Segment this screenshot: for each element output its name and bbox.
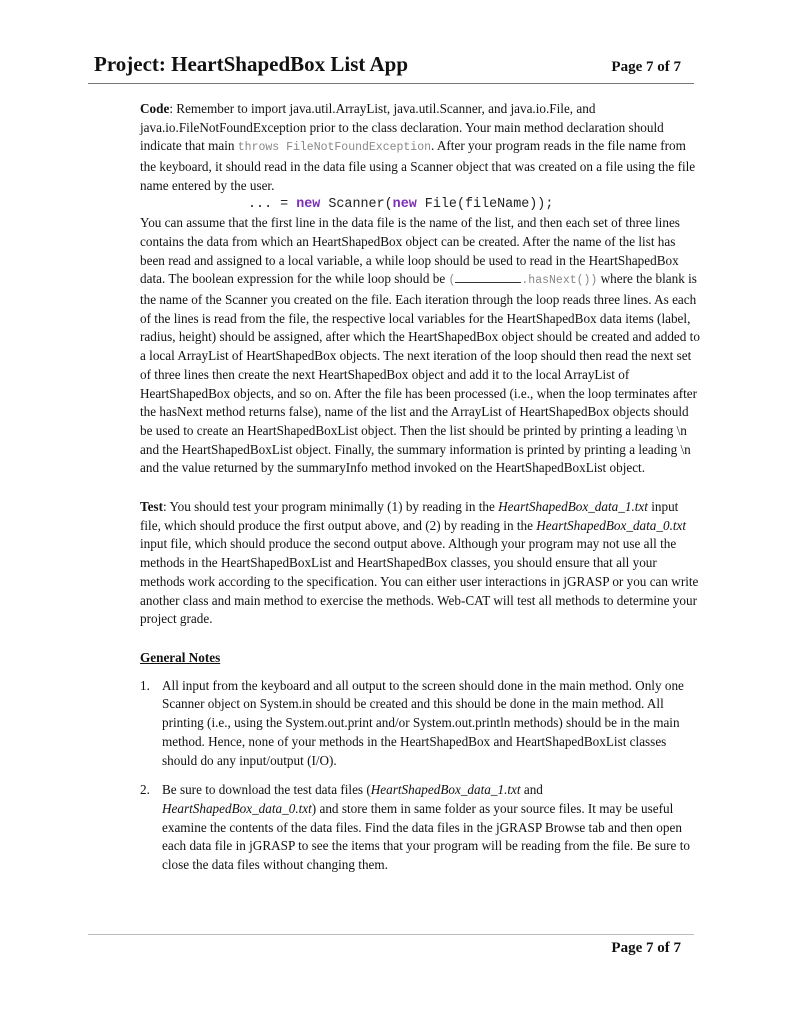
notes-and: and	[520, 782, 543, 798]
code-paragraph	[140, 100, 700, 478]
test-file-0: HeartShapedBox_data_0.txt	[536, 517, 687, 533]
open-paren-code: (	[448, 274, 456, 288]
scanner-code-line: ... = new Scanner(new File(fileName));	[248, 196, 554, 212]
test-text-2: input file, which should produce the first output above, and (2) by reading in the	[140, 499, 679, 533]
code-text-1: : Remember to import java.util.ArrayList, java.util.Scanner, and java.io.File, and java.io.FileNotFoundException prior to the class declaration. Your main method declaration should indicate that main	[140, 101, 664, 154]
footer-page-number: Page 7 of 7	[611, 940, 681, 956]
blank-line	[455, 271, 521, 283]
list-item-number: 1.	[140, 677, 150, 693]
code-text-2: . After your program reads in the file name from the keyboard, it should read in the data file using a Scanner object that was created on a file using the file name entered by the user.	[140, 138, 696, 193]
header-divider	[88, 83, 694, 84]
list-item-text-2: ) and store them in same folder as your source files. It may be useful examine the contents of the data files. Find the data files in the jGRASP Browse tab and then open each data file in jGRASP to see the items that your program will be reading from the file. Be sure to close the data files without changing them.	[162, 800, 690, 873]
list-item	[140, 677, 700, 771]
test-label: Test	[140, 499, 163, 515]
code-label: Code	[140, 101, 170, 116]
code-text-4: where the blank is the name of the Scanner you created on the file. Each iteration through the loop reads three lines. As each of the lines is read from the file, the respective local variables for the HeartShapedBox data items (label, radius, height) should be assigned, after which the HeartShapedBox object should be created and added to a local ArrayList of HeartShapedBox objects. The next iteration of the loop should then read the next set of three lines then create the next HeartShapedBox object and add it to the local ArrayList of HeartShapedBox objects, and so on. After the file has been processed (i.e., when the loop terminates after the hasNext method returns false), name of the list and the ArrayList of HeartShapedBox objects should be used to create an HeartShapedBoxList object. Then the list should be printed by printing a leading \n and the HeartShapedBoxList object. Finally, the summary information is printed by printing a leading \n and the value returned by the summaryInfo method invoked on the HeartShapedBoxList object.	[140, 271, 700, 476]
list-item	[140, 781, 700, 875]
test-paragraph	[140, 498, 700, 629]
general-notes-heading: General Notes	[140, 649, 221, 665]
code-text-3: You can assume that the first line in the data file is the name of the list, and then each set of three lines contains the data from which an HeartShapedBox object can be created. After the name of the list has been read and assigned to a local variable, a while loop should be used to read in the HeartShapedBox data. The boolean expression for the while loop should be	[140, 215, 680, 287]
document-body	[140, 100, 700, 886]
hasnext-code: .hasNext())	[521, 274, 598, 288]
footer-divider	[88, 934, 694, 935]
general-notes-list	[140, 677, 700, 875]
header-page-number: Page 7 of 7	[611, 59, 681, 75]
list-item-text-1: Be sure to download the test data files (	[162, 782, 371, 798]
notes-file-0: HeartShapedBox_data_0.txt	[162, 800, 312, 816]
list-item-text: All input from the keyboard and all output to the screen should done in the main method. Only one Scanner object on System.in should be created and this should be done in the main method. All printing (i.e., using the System.out.print and/or System.out.println methods) should be in the main method. Hence, none of your methods in the HeartShapedBox and HeartShapedBoxList classes should do any input/output (I/O).	[162, 677, 684, 768]
throws-code: throws FileNotFoundException	[237, 141, 432, 155]
test-text-1: : You should test your program minimally (1) by reading in the	[162, 499, 499, 515]
notes-file-1: HeartShapedBox_data_1.txt	[370, 782, 521, 798]
list-item-number: 2.	[140, 782, 150, 798]
page-header-title: Project: HeartShapedBox List App	[94, 52, 409, 76]
test-text-3: input file, which should produce the second output above. Although your program may not use all the methods in the HeartShapedBoxList and HeartShapedBox classes, you should ensure that all your methods work according to the specification. You can either user interactions in jGRASP or you can write another class and main method to exercise the methods. Web-CAT will test all methods to determine your project grade.	[140, 536, 699, 627]
test-file-1: HeartShapedBox_data_1.txt	[498, 499, 648, 515]
